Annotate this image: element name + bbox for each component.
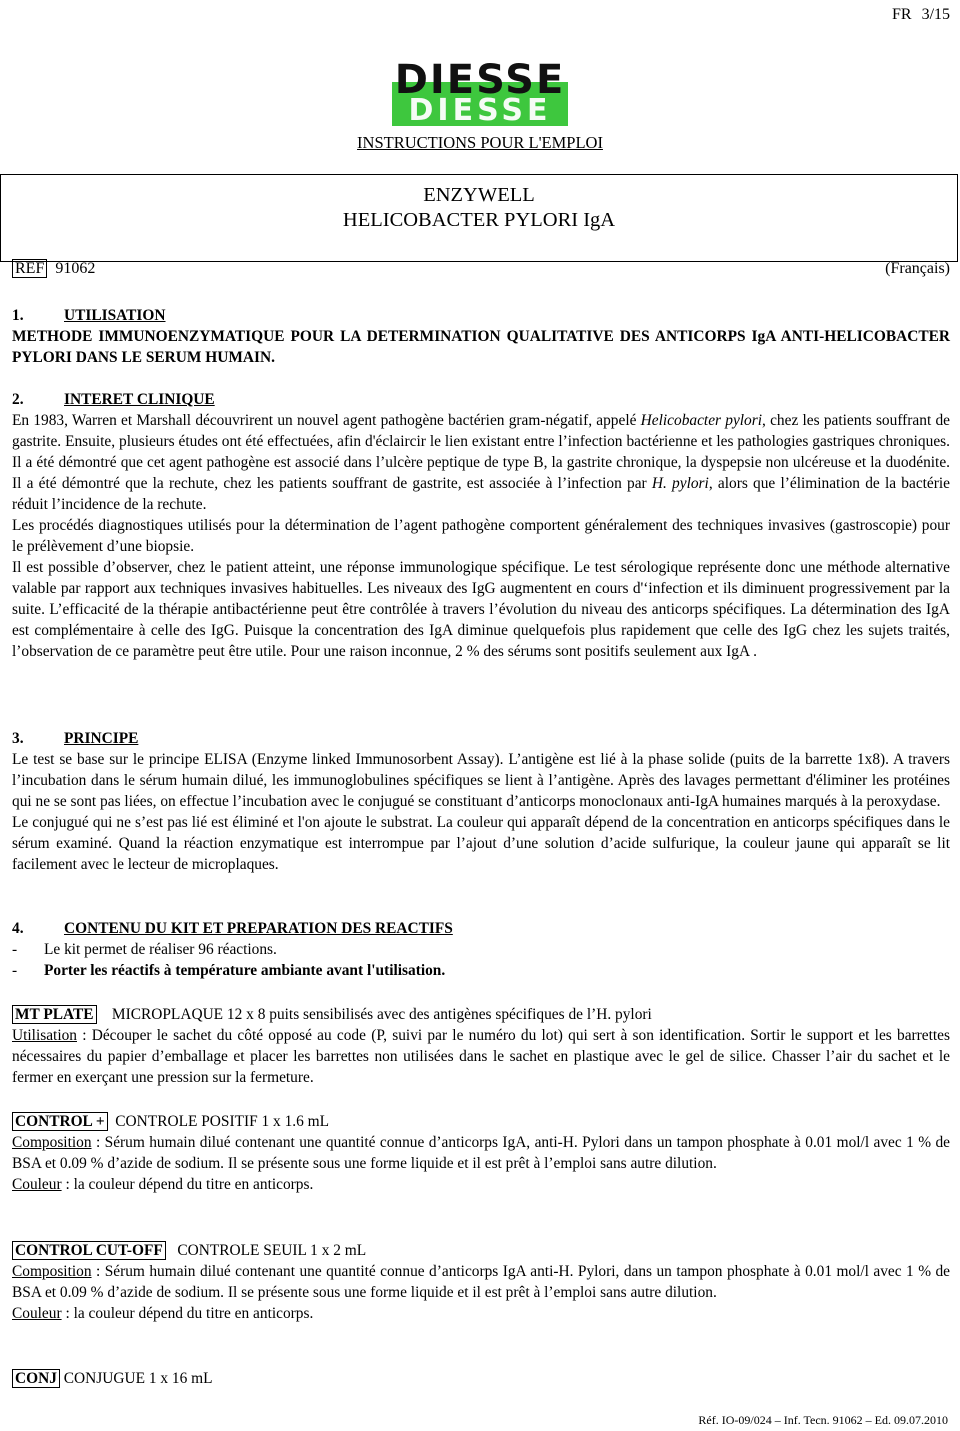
section-utilisation bbox=[12, 305, 950, 368]
list-item: - Le kit permet de réaliser 96 réactions. bbox=[12, 941, 277, 958]
diesse-logo-graphic bbox=[390, 60, 570, 130]
page-lang: FR bbox=[892, 6, 912, 23]
section-contenu-kit bbox=[12, 918, 950, 981]
ref-code: 91062 bbox=[55, 260, 96, 277]
paragraph: Utilisation : Découper le sachet du côté opposé au code (P, suivi par le numéro du lot) qui sert à son identification. Sortir le support et les barrettes nécessaires du papier d’emballage et placer les barrettes non utilisées dans le sachet en plastique avec le gel de silice. Chasser l’air du sachet et le fermer en exerçant une pression sur la fermeture. bbox=[12, 1027, 950, 1086]
reference-line bbox=[12, 258, 950, 279]
reagent-desc: CONJUGUE 1 x 16 mL bbox=[63, 1370, 213, 1387]
svg-text:DIESSE: DIESSE bbox=[394, 60, 566, 103]
paragraph: Couleur : la couleur dépend du titre en anticorps. bbox=[12, 1176, 314, 1193]
reagent-heading bbox=[12, 1004, 950, 1025]
reagent-heading bbox=[12, 1111, 950, 1132]
reagent-conjugue bbox=[12, 1368, 950, 1389]
reagent-code: MT PLATE bbox=[12, 1005, 97, 1024]
section-interet-clinique bbox=[12, 389, 950, 662]
section-text: METHODE IMMUNOENZYMATIQUE POUR LA DETERMINATION QUALITATIVE DES ANTICORPS IgA ANTI-HELICOBACTER PYLORI DANS LE SERUM HUMAIN. bbox=[12, 328, 950, 366]
list-item: - Porter les réactifs à température ambiante avant l'utilisation. bbox=[12, 962, 446, 979]
paragraph: Les procédés diagnostiques utilisés pour la détermination de l’agent pathogène comportent généralement des techniques invasives (gastroscopie) pour le prélèvement d’une biopsie. bbox=[12, 517, 950, 555]
diesse-logo bbox=[390, 60, 570, 130]
section-title: INTERET CLINIQUE bbox=[64, 391, 215, 408]
section-heading: 4. CONTENU DU KIT ET PREPARATION DES REACTIFS bbox=[12, 920, 453, 937]
product-name: ENZYWELL bbox=[423, 184, 535, 206]
reagent-code: CONTROL + bbox=[12, 1112, 108, 1131]
paragraph: Le conjugué qui ne s’est pas lié est éliminé et l'on ajoute le substrat. La couleur qui apparaît dépend de la concentration en anticorps spécifiques dans le sérum examiné. Quand la réaction enzymatique est interrompue par l’ajout d’une solution d’acide sulfurique, la couleur jaune qui apparaît se lit facilement avec le lecteur de microplaques. bbox=[12, 814, 950, 873]
page-number bbox=[892, 4, 950, 25]
svg-text:DIESSE: DIESSE bbox=[408, 93, 552, 128]
reagent-code: CONTROL CUT-OFF bbox=[12, 1241, 166, 1260]
paragraph: Composition : Sérum humain dilué contenant une quantité connue d’anticorps IgA, anti-H. Pylori dans un tampon phosphate à 0.01 mol/l avec 1 % de BSA et 0.09 % d’azide de sodium. Il se présente sous une forme liquide et il est prêt à l’emploi sans autre dilution. bbox=[12, 1134, 950, 1172]
product-title-box bbox=[0, 174, 958, 262]
footer-reference: Réf. IO-09/024 – Inf. Tecn. 91062 – Ed. 09.07.2010 bbox=[698, 1413, 948, 1427]
product-subtitle: HELICOBACTER PYLORI IgA bbox=[342, 209, 616, 231]
paragraph: En 1983, Warren et Marshall découvrirent un nouvel agent pathogène bactérien gram-négatif, appelé Helicobacter pylori, chez les patients souffrant de gastrite. Ensuite, plusieurs études ont été effectuées, afin d'éclaircir le lien existant entre l’infection bactérienne et les pathologies gastriques chroniques. Il a été démontré que cet agent pathogène est associé dans l’ulcère peptique de type B, la gastrite chronique, la dyspepsie non ulcéreuse et la duodénite. Il a été démontré que la rechute, chez les patients souffrant de gastrite, est associée à l’infection par H. pylori, alors que l’élimination de la bactérie réduit l’incidence de la rechute. bbox=[12, 412, 950, 513]
paragraph: Composition : Sérum humain dilué contenant une quantité connue d’anticorps IgA anti-H. Pylori, dans un tampon phosphate à 0.01 mol/l avec 1 % de BSA et 0.09 % d’azide de sodium. Il se présente sous une forme liquide et il est prêt à l’emploi sans autre dilution. bbox=[12, 1263, 950, 1301]
reagent-desc: MICROPLAQUE 12 x 8 puits sensibilisés avec des antigènes spécifiques de l’H. pylori bbox=[111, 1006, 652, 1023]
section-principe bbox=[12, 728, 950, 875]
instructions-title: INSTRUCTIONS POUR L'EMPLOI bbox=[357, 133, 603, 152]
paragraph: Couleur : la couleur dépend du titre en anticorps. bbox=[12, 1305, 314, 1322]
reagent-control-positive bbox=[12, 1111, 950, 1195]
language-label: (Français) bbox=[885, 260, 950, 277]
section-title: UTILISATION bbox=[64, 307, 166, 324]
section-title: PRINCIPE bbox=[64, 730, 139, 747]
ref-label: REF bbox=[12, 259, 47, 278]
reagent-heading bbox=[12, 1240, 950, 1261]
reagent-desc: CONTROLE SEUIL 1 x 2 mL bbox=[177, 1242, 367, 1259]
section-title: CONTENU DU KIT ET PREPARATION DES REACTIFS bbox=[64, 920, 453, 937]
paragraph: Le test se base sur le principe ELISA (Enzyme linked Immunosorbent Assay). L’antigène est lié à la phase solide (puits de la barrette 1x8). A travers l’incubation dans le sérum humain dilué, les immunoglobulines spécifiques se lient à l’antigène. Après des lavages permettant d'éliminer les protéines qui ne se sont pas liées, on effectue l’incubation avec le conjugué se constituant d’anticorps monoclonaux anti-IgA humaines marqués à la peroxydase. bbox=[12, 751, 950, 810]
paragraph: Il est possible d’observer, chez le patient atteint, une réponse immunologique spécifique. Le test sérologique représente donc une méthode alternative valable par rapport aux techniques invasives habituelles. Les niveaux des IgG augmentent en cours d'‘infection et ils diminuent progressivement par la suite. L’efficacité de la thérapie antibactérienne peut être contrôlée à travers l’évolution du niveau des anticorps spécifiques. La détermination des IgA est complémentaire à celle des IgG. Puisque la concentration des IgA diminue quelquefois plus rapidement que celle des IgG chez les sujets traités, l’observation de ce paramètre peut être utile. Pour une raison inconnue, 2 % des sérums sont positifs seulement aux IgA . bbox=[12, 559, 950, 660]
section-heading: 2. INTERET CLINIQUE bbox=[12, 391, 215, 408]
page-count: 3/15 bbox=[921, 6, 951, 23]
reagent-code: CONJ bbox=[12, 1369, 60, 1388]
reagent-mt-plate bbox=[12, 1004, 950, 1088]
reagent-desc: CONTROLE POSITIF 1 x 1.6 mL bbox=[115, 1113, 330, 1130]
section-heading: 3. PRINCIPE bbox=[12, 730, 139, 747]
reagent-control-cutoff bbox=[12, 1240, 950, 1324]
section-heading: 1. UTILISATION bbox=[12, 307, 166, 324]
